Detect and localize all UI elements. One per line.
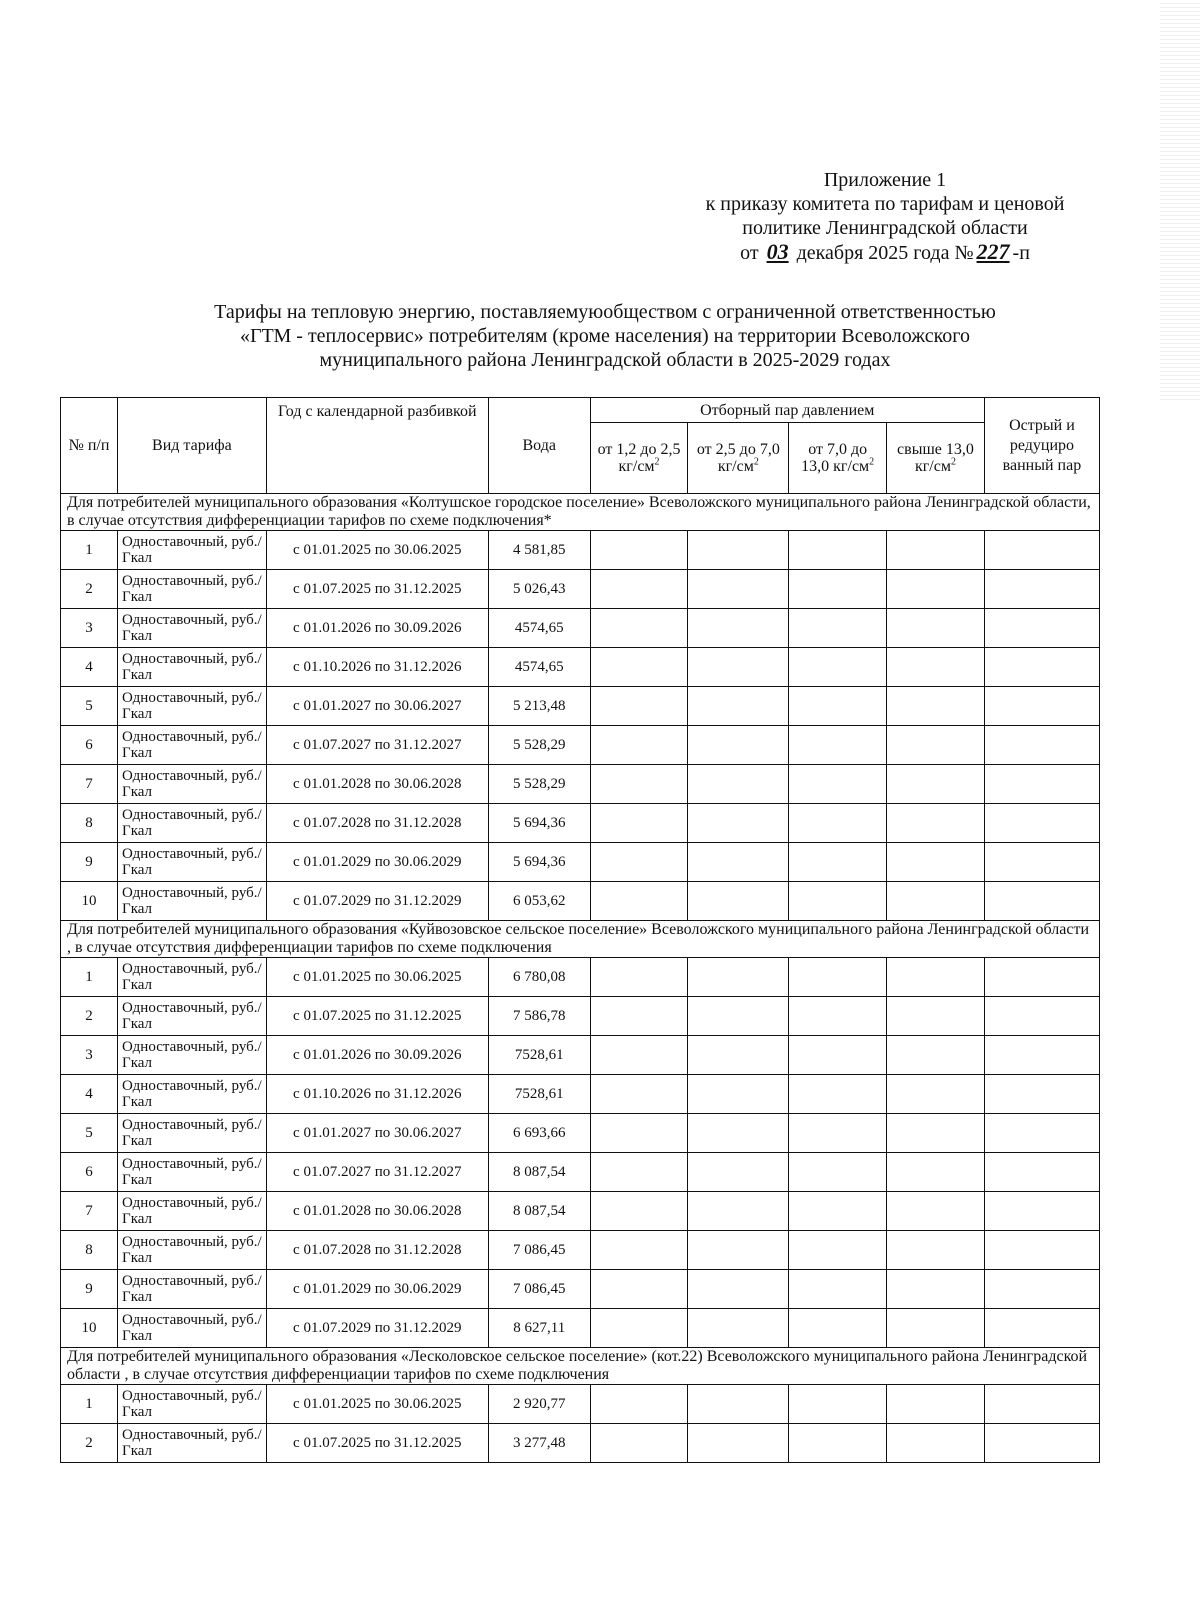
sharp-steam-cell [984,804,1099,843]
sharp-steam-cell [984,1114,1099,1153]
steam-4-cell [887,843,985,882]
tariff-type: Одноставочный, руб./Гкал [118,997,267,1036]
tariff-type: Одноставочный, руб./Гкал [118,1192,267,1231]
sharp-steam-cell [984,1385,1099,1424]
water-tariff: 6 780,08 [488,958,590,997]
table-body [61,494,1100,1463]
steam-1-cell [590,1075,688,1114]
steam-2-cell [688,1036,789,1075]
header-pressure-2-text: от 2,5 до 7,0 кг/см [696,441,780,475]
row-number: 8 [61,804,118,843]
header-year: Год с календарной разбивкой [266,398,488,494]
row-number: 4 [61,1075,118,1114]
steam-3-cell [789,726,887,765]
steam-3-cell [789,1424,887,1463]
water-tariff: 5 694,36 [488,843,590,882]
water-tariff: 8 087,54 [488,1192,590,1231]
section-caption: Для потребителей муниципального образования «Колтушское городское поселение» Всеволожского муниципального района Ленинградской области, в случае отсутствия дифференциации тарифов по схеме подключения* [61,494,1100,531]
steam-2-cell [688,1385,789,1424]
steam-2-cell [688,1114,789,1153]
row-number: 1 [61,958,118,997]
steam-4-cell [887,648,985,687]
section-caption-row [61,1348,1100,1385]
tariff-type: Одноставочный, руб./Гкал [118,687,267,726]
tariff-type: Одноставочный, руб./Гкал [118,1424,267,1463]
row-number: 3 [61,609,118,648]
steam-4-cell [887,1153,985,1192]
steam-3-cell [789,1036,887,1075]
steam-1-cell [590,687,688,726]
row-number: 5 [61,687,118,726]
header-row-1 [61,398,1100,423]
steam-4-cell [887,1231,985,1270]
header-pressure-4-sup: 2 [950,456,956,468]
steam-2-cell [688,1231,789,1270]
steam-1-cell [590,1192,688,1231]
date-middle: декабря 2025 года № [796,242,974,264]
tariff-type: Одноставочный, руб./Гкал [118,531,267,570]
water-tariff: 7528,61 [488,1075,590,1114]
steam-4-cell [887,958,985,997]
tariff-type: Одноставочный, руб./Гкал [118,1270,267,1309]
steam-1-cell [590,1270,688,1309]
header-water: Вода [488,398,590,494]
row-number: 10 [61,882,118,921]
table-row [61,1309,1100,1348]
steam-3-cell [789,958,887,997]
table-row [61,958,1100,997]
water-tariff: 4 581,85 [488,531,590,570]
steam-1-cell [590,1309,688,1348]
steam-1-cell [590,804,688,843]
sharp-steam-cell [984,1036,1099,1075]
row-number: 6 [61,1153,118,1192]
water-tariff: 5 528,29 [488,765,590,804]
tariff-type: Одноставочный, руб./Гкал [118,843,267,882]
steam-1-cell [590,997,688,1036]
period: с 01.07.2025 по 31.12.2025 [266,570,488,609]
sharp-steam-cell [984,1153,1099,1192]
steam-4-cell [887,609,985,648]
steam-4-cell [887,765,985,804]
tariff-type: Одноставочный, руб./Гкал [118,1036,267,1075]
steam-2-cell [688,687,789,726]
header-num: № п/п [61,398,118,494]
handwritten-order-number: 227 [976,239,1010,264]
steam-3-cell [789,997,887,1036]
steam-1-cell [590,609,688,648]
water-tariff: 5 528,29 [488,726,590,765]
header-steam-group: Отборный пар давлением [590,398,984,423]
period: с 01.01.2029 по 30.06.2029 [266,1270,488,1309]
table-row [61,726,1100,765]
table-row [61,997,1100,1036]
steam-3-cell [789,1270,887,1309]
table-row [61,1114,1100,1153]
steam-2-cell [688,609,789,648]
table-row [61,1270,1100,1309]
period: с 01.07.2027 по 31.12.2027 [266,726,488,765]
tariff-type: Одноставочный, руб./Гкал [118,1231,267,1270]
period: с 01.10.2026 по 31.12.2026 [266,648,488,687]
tariff-table [60,397,1100,1463]
handwritten-day: 03 [766,239,789,264]
title-line-2: «ГТМ - теплосервис» потребителям (кроме населения) на территории Всеволожского [239,325,971,347]
sharp-steam-cell [984,1309,1099,1348]
steam-4-cell [887,1424,985,1463]
header-pressure-3 [789,423,887,494]
period: с 01.07.2028 по 31.12.2028 [266,804,488,843]
header-pressure-4 [887,423,985,494]
tariff-type: Одноставочный, руб./Гкал [118,765,267,804]
steam-2-cell [688,843,789,882]
row-number: 3 [61,1036,118,1075]
period: с 01.01.2027 по 30.06.2027 [266,687,488,726]
table-row [61,1036,1100,1075]
period: с 01.07.2028 по 31.12.2028 [266,1231,488,1270]
period: с 01.01.2026 по 30.09.2026 [266,609,488,648]
row-number: 9 [61,1270,118,1309]
period: с 01.01.2025 по 30.06.2025 [266,1385,488,1424]
period: с 01.01.2025 по 30.06.2025 [266,531,488,570]
steam-3-cell [789,531,887,570]
header-pressure-1 [590,423,688,494]
table-row [61,1075,1100,1114]
steam-2-cell [688,1270,789,1309]
steam-4-cell [887,882,985,921]
period: с 01.07.2025 по 31.12.2025 [266,997,488,1036]
title-line-3: муниципального района Ленинградской области в 2025-2029 годах [319,349,891,371]
period: с 01.07.2027 по 31.12.2027 [266,1153,488,1192]
tariff-type: Одноставочный, руб./Гкал [118,1309,267,1348]
tariff-type: Одноставочный, руб./Гкал [118,726,267,765]
steam-3-cell [789,687,887,726]
steam-1-cell [590,1385,688,1424]
scan-edge-noise [1160,0,1200,400]
water-tariff: 5 694,36 [488,804,590,843]
steam-1-cell [590,531,688,570]
steam-3-cell [789,1231,887,1270]
steam-1-cell [590,843,688,882]
steam-1-cell [590,648,688,687]
steam-4-cell [887,1075,985,1114]
period: с 01.07.2025 по 31.12.2025 [266,1424,488,1463]
table-row [61,882,1100,921]
steam-2-cell [688,1075,789,1114]
period: с 01.07.2029 по 31.12.2029 [266,1309,488,1348]
table-row [61,531,1100,570]
period: с 01.01.2025 по 30.06.2025 [266,958,488,997]
steam-4-cell [887,1385,985,1424]
tariff-type: Одноставочный, руб./Гкал [118,1114,267,1153]
steam-4-cell [887,726,985,765]
water-tariff: 3 277,48 [488,1424,590,1463]
water-tariff: 4574,65 [488,609,590,648]
steam-2-cell [688,1424,789,1463]
sharp-steam-cell [984,882,1099,921]
water-tariff: 7 086,45 [488,1270,590,1309]
sharp-steam-cell [984,726,1099,765]
section-caption: Для потребителей муниципального образования «Куйвозовское сельское поселение» Всеволожского муниципального района Ленинградской области , в случае отсутствия дифференциации тарифов по схеме подключения [61,921,1100,958]
row-number: 9 [61,843,118,882]
table-row [61,687,1100,726]
tariff-type: Одноставочный, руб./Гкал [118,882,267,921]
table-row [61,1153,1100,1192]
water-tariff: 4574,65 [488,648,590,687]
steam-3-cell [789,609,887,648]
steam-2-cell [688,648,789,687]
water-tariff: 6 053,62 [488,882,590,921]
header-pressure-4-text: свыше 13,0 кг/см [897,441,974,475]
steam-4-cell [887,1192,985,1231]
steam-2-cell [688,997,789,1036]
date-prefix: от [740,242,759,264]
steam-3-cell [789,882,887,921]
steam-2-cell [688,1192,789,1231]
steam-1-cell [590,726,688,765]
period: с 01.01.2027 по 30.06.2027 [266,1114,488,1153]
row-number: 5 [61,1114,118,1153]
steam-2-cell [688,726,789,765]
table-row [61,1192,1100,1231]
tariff-type: Одноставочный, руб./Гкал [118,804,267,843]
appendix-line-3: политике Ленинградской области [742,217,1028,239]
period: с 01.01.2028 по 30.06.2028 [266,765,488,804]
header-pressure-3-text: от 7,0 до 13,0 кг/см [801,441,870,475]
water-tariff: 7528,61 [488,1036,590,1075]
header-sharp-steam: Острый и редуциро ванный пар [984,398,1099,494]
sharp-steam-cell [984,1424,1099,1463]
tariff-type: Одноставочный, руб./Гкал [118,1075,267,1114]
row-number: 8 [61,1231,118,1270]
tariff-type: Одноставочный, руб./Гкал [118,570,267,609]
steam-4-cell [887,1114,985,1153]
steam-3-cell [789,1075,887,1114]
period: с 01.07.2029 по 31.12.2029 [266,882,488,921]
steam-2-cell [688,1153,789,1192]
steam-2-cell [688,804,789,843]
row-number: 7 [61,765,118,804]
steam-1-cell [590,1424,688,1463]
period: с 01.01.2029 по 30.06.2029 [266,843,488,882]
table-row [61,609,1100,648]
sharp-steam-cell [984,843,1099,882]
steam-1-cell [590,882,688,921]
appendix-line-1: Приложение 1 [823,169,947,191]
row-number: 2 [61,570,118,609]
table-row [61,1424,1100,1463]
sharp-steam-cell [984,687,1099,726]
document-title [80,300,1130,372]
water-tariff: 5 213,48 [488,687,590,726]
table-row [61,1231,1100,1270]
row-number: 2 [61,1424,118,1463]
steam-1-cell [590,1231,688,1270]
tariff-type: Одноставочный, руб./Гкал [118,648,267,687]
steam-4-cell [887,687,985,726]
tariff-type: Одноставочный, руб./Гкал [118,609,267,648]
table-row [61,648,1100,687]
period: с 01.01.2028 по 30.06.2028 [266,1192,488,1231]
steam-4-cell [887,1036,985,1075]
sharp-steam-cell [984,1231,1099,1270]
sharp-steam-cell [984,997,1099,1036]
sharp-steam-cell [984,1192,1099,1231]
row-number: 6 [61,726,118,765]
period: с 01.10.2026 по 31.12.2026 [266,1075,488,1114]
table-row [61,570,1100,609]
steam-3-cell [789,804,887,843]
sharp-steam-cell [984,1075,1099,1114]
water-tariff: 2 920,77 [488,1385,590,1424]
row-number: 10 [61,1309,118,1348]
steam-3-cell [789,648,887,687]
period: с 01.01.2026 по 30.09.2026 [266,1036,488,1075]
steam-1-cell [590,1036,688,1075]
steam-3-cell [789,1309,887,1348]
steam-1-cell [590,570,688,609]
row-number: 1 [61,1385,118,1424]
sharp-steam-cell [984,648,1099,687]
steam-3-cell [789,765,887,804]
water-tariff: 8 627,11 [488,1309,590,1348]
water-tariff: 7 086,45 [488,1231,590,1270]
steam-4-cell [887,570,985,609]
steam-1-cell [590,958,688,997]
appendix-line-2: к приказу комитета по тарифам и ценовой [705,193,1065,215]
sharp-steam-cell [984,958,1099,997]
row-number: 1 [61,531,118,570]
row-number: 2 [61,997,118,1036]
tariff-type: Одноставочный, руб./Гкал [118,1153,267,1192]
sharp-steam-cell [984,570,1099,609]
tariff-type: Одноставочный, руб./Гкал [118,1385,267,1424]
table-row [61,765,1100,804]
steam-3-cell [789,1153,887,1192]
row-number: 4 [61,648,118,687]
steam-3-cell [789,1114,887,1153]
tariff-type: Одноставочный, руб./Гкал [118,958,267,997]
sharp-steam-cell [984,1270,1099,1309]
table-row [61,804,1100,843]
header-pressure-2-sup: 2 [753,456,759,468]
steam-1-cell [590,765,688,804]
steam-3-cell [789,570,887,609]
order-number-suffix: -п [1012,242,1030,264]
steam-4-cell [887,997,985,1036]
header-pressure-2 [688,423,789,494]
header-pressure-3-sup: 2 [869,456,875,468]
steam-4-cell [887,531,985,570]
sharp-steam-cell [984,531,1099,570]
steam-2-cell [688,1309,789,1348]
sharp-steam-cell [984,609,1099,648]
table-row [61,1385,1100,1424]
row-number: 7 [61,1192,118,1231]
steam-2-cell [688,570,789,609]
steam-3-cell [789,1192,887,1231]
header-tariff-type: Вид тарифа [118,398,267,494]
table-row [61,843,1100,882]
water-tariff: 7 586,78 [488,997,590,1036]
steam-2-cell [688,765,789,804]
sharp-steam-cell [984,765,1099,804]
steam-2-cell [688,882,789,921]
appendix-block [640,168,1130,265]
header-pressure-1-sup: 2 [654,456,660,468]
section-caption-row [61,921,1100,958]
steam-2-cell [688,958,789,997]
water-tariff: 5 026,43 [488,570,590,609]
steam-1-cell [590,1153,688,1192]
header-pressure-1-text: от 1,2 до 2,5 кг/см [597,441,681,475]
steam-3-cell [789,843,887,882]
section-caption: Для потребителей муниципального образования «Лесколовское сельское поселение» (кот.22) Всеволожского муниципального района Ленинградской области , в случае отсутствия дифференциации тарифов по схеме подключения [61,1348,1100,1385]
title-line-1: Тарифы на тепловую энергию, поставляемуюобществом с ограниченной ответственностью [214,301,996,323]
steam-4-cell [887,1270,985,1309]
steam-3-cell [789,1385,887,1424]
section-caption-row [61,494,1100,531]
water-tariff: 6 693,66 [488,1114,590,1153]
steam-4-cell [887,804,985,843]
steam-2-cell [688,531,789,570]
steam-4-cell [887,1309,985,1348]
water-tariff: 8 087,54 [488,1153,590,1192]
appendix-date-line [640,240,1130,265]
steam-1-cell [590,1114,688,1153]
